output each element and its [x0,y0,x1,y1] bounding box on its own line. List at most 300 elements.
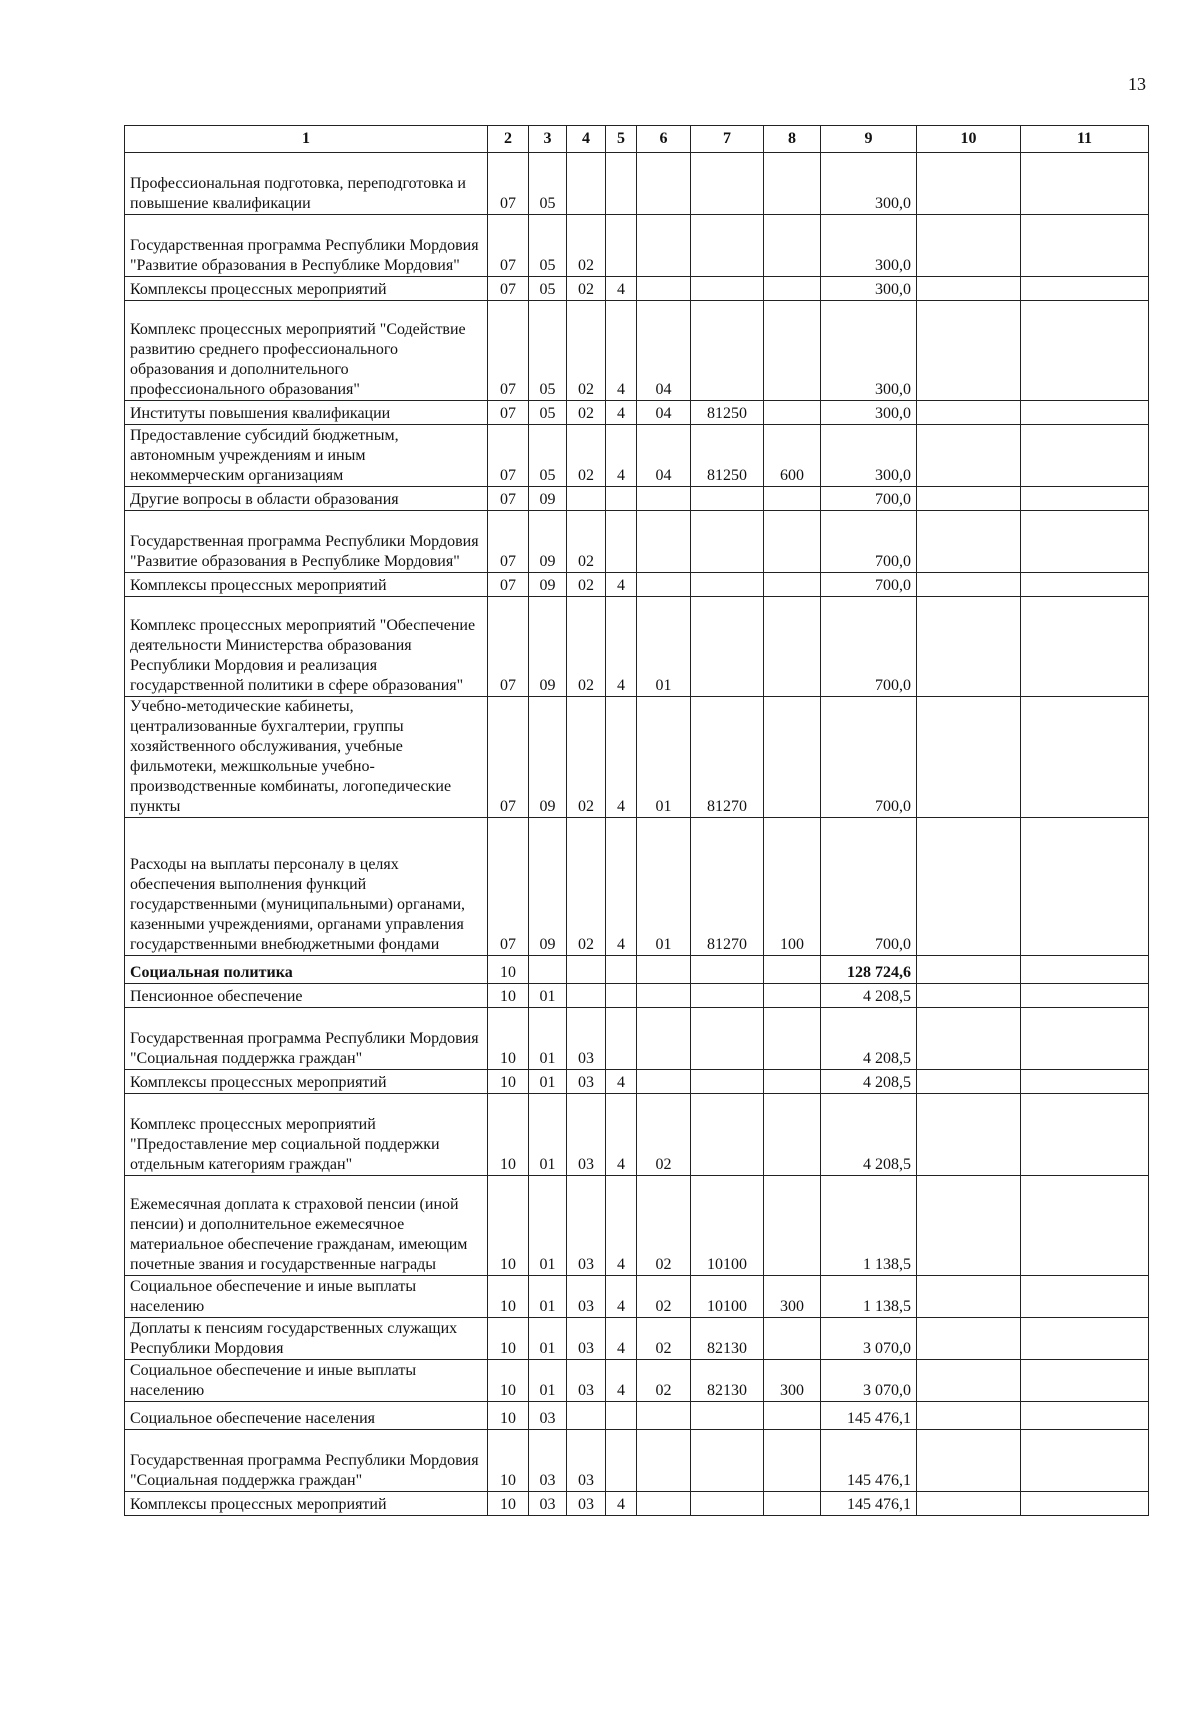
table-row [125,401,1149,425]
row-code-cell-7 [691,1492,764,1516]
table-row [125,487,1149,511]
row-code-cell-10 [917,487,1021,511]
row-code-cell-7: 81270 [691,818,764,956]
budget-table [124,125,1149,1516]
row-code-cell-10 [917,215,1021,277]
row-code-cell-2: 10 [488,1360,529,1402]
table-row [125,425,1149,487]
table-row [125,215,1149,277]
row-code-cell-5: 4 [606,1094,637,1176]
row-code-cell-11 [1021,1402,1149,1430]
row-code-cell-3: 01 [529,1318,567,1360]
row-code-cell-11 [1021,597,1149,697]
row-code-cell-5 [606,956,637,984]
header-row [125,126,1149,153]
row-code-cell-11 [1021,511,1149,573]
row-code-cell-2: 10 [488,1430,529,1492]
row-code-cell-11 [1021,1360,1149,1402]
row-name-cell: Социальная политика [125,956,488,984]
row-code-cell-8 [764,511,821,573]
table-row [125,597,1149,697]
row-code-cell-5 [606,215,637,277]
row-name-cell: Учебно-методические кабинеты, централизованные бухгалтерии, группы хозяйственного обслуживания, учебные фильмотеки, межшкольные учебно-производственные комбинаты, логопедические пункты [125,697,488,818]
row-code-cell-6 [637,984,691,1008]
row-code-cell-6 [637,1070,691,1094]
row-name-cell: Пенсионное обеспечение [125,984,488,1008]
row-code-cell-7 [691,277,764,301]
row-code-cell-7 [691,597,764,697]
row-code-cell-5 [606,1402,637,1430]
row-code-cell-3: 05 [529,153,567,215]
column-header-1: 1 [125,126,488,153]
row-sum-cell: 3 070,0 [821,1360,917,1402]
row-code-cell-7 [691,1402,764,1430]
row-code-cell-6: 04 [637,425,691,487]
row-code-cell-6 [637,215,691,277]
row-code-cell-2: 07 [488,697,529,818]
row-code-cell-2: 07 [488,573,529,597]
row-code-cell-10 [917,597,1021,697]
table-row [125,511,1149,573]
row-code-cell-4: 03 [567,1360,606,1402]
column-header-3: 3 [529,126,567,153]
row-code-cell-10 [917,697,1021,818]
row-code-cell-7: 82130 [691,1360,764,1402]
row-code-cell-3: 09 [529,511,567,573]
row-code-cell-11 [1021,1492,1149,1516]
row-code-cell-3: 05 [529,401,567,425]
row-code-cell-5 [606,1430,637,1492]
row-code-cell-11 [1021,1008,1149,1070]
row-code-cell-8 [764,1070,821,1094]
row-code-cell-6 [637,487,691,511]
row-name-cell: Комплекс процессных мероприятий "Содействие развитию среднего профессионального образования и дополнительного профессионального образования" [125,301,488,401]
row-code-cell-2: 07 [488,153,529,215]
row-name-cell: Комплексы процессных мероприятий [125,573,488,597]
column-header-7: 7 [691,126,764,153]
column-header-5: 5 [606,126,637,153]
row-code-cell-3: 09 [529,697,567,818]
row-code-cell-11 [1021,215,1149,277]
row-sum-cell: 700,0 [821,818,917,956]
row-code-cell-6: 04 [637,401,691,425]
row-name-cell: Комплексы процессных мероприятий [125,277,488,301]
row-code-cell-11 [1021,401,1149,425]
row-code-cell-2: 10 [488,1318,529,1360]
table-row [125,1318,1149,1360]
row-code-cell-6 [637,1492,691,1516]
row-sum-cell: 4 208,5 [821,1008,917,1070]
row-name-cell: Государственная программа Республики Мордовия "Развитие образования в Республике Мордовия" [125,511,488,573]
row-code-cell-4: 02 [567,818,606,956]
row-code-cell-10 [917,1492,1021,1516]
row-code-cell-7: 10100 [691,1176,764,1276]
row-sum-cell: 300,0 [821,401,917,425]
row-code-cell-10 [917,984,1021,1008]
row-name-cell: Доплаты к пенсиям государственных служащих Республики Мордовия [125,1318,488,1360]
row-name-cell: Социальное обеспечение населения [125,1402,488,1430]
row-code-cell-6: 01 [637,818,691,956]
table-row [125,1430,1149,1492]
row-code-cell-11 [1021,573,1149,597]
row-code-cell-4: 03 [567,1008,606,1070]
row-code-cell-11 [1021,301,1149,401]
row-code-cell-10 [917,1430,1021,1492]
row-code-cell-3: 03 [529,1430,567,1492]
row-name-cell: Комплексы процессных мероприятий [125,1492,488,1516]
row-code-cell-11 [1021,697,1149,818]
table-row [125,277,1149,301]
row-sum-cell: 700,0 [821,511,917,573]
row-code-cell-3: 09 [529,487,567,511]
row-sum-cell: 700,0 [821,573,917,597]
row-code-cell-7 [691,487,764,511]
row-name-cell: Комплекс процессных мероприятий "Предоставление мер социальной поддержки отдельным категориям граждан" [125,1094,488,1176]
row-code-cell-7 [691,1070,764,1094]
column-header-9: 9 [821,126,917,153]
table-row [125,301,1149,401]
row-code-cell-10 [917,277,1021,301]
row-sum-cell: 300,0 [821,153,917,215]
row-code-cell-4: 02 [567,597,606,697]
row-code-cell-2: 07 [488,401,529,425]
row-code-cell-3: 01 [529,984,567,1008]
row-code-cell-8 [764,956,821,984]
row-code-cell-8 [764,697,821,818]
table-row [125,956,1149,984]
row-code-cell-8: 600 [764,425,821,487]
row-code-cell-2: 07 [488,215,529,277]
page-number: 13 [1128,74,1146,94]
row-code-cell-10 [917,153,1021,215]
row-code-cell-5: 4 [606,597,637,697]
row-code-cell-7 [691,1430,764,1492]
row-code-cell-8 [764,487,821,511]
row-code-cell-2: 10 [488,1008,529,1070]
row-sum-cell: 145 476,1 [821,1402,917,1430]
row-code-cell-11 [1021,1070,1149,1094]
row-code-cell-6: 02 [637,1176,691,1276]
row-code-cell-11 [1021,818,1149,956]
row-sum-cell: 4 208,5 [821,1094,917,1176]
row-code-cell-3: 05 [529,277,567,301]
row-code-cell-8: 300 [764,1360,821,1402]
row-code-cell-8 [764,1094,821,1176]
row-code-cell-11 [1021,277,1149,301]
row-code-cell-3: 01 [529,1176,567,1276]
row-code-cell-7 [691,1008,764,1070]
row-code-cell-3: 01 [529,1276,567,1318]
row-code-cell-4 [567,1402,606,1430]
row-code-cell-10 [917,573,1021,597]
row-code-cell-2: 07 [488,597,529,697]
row-sum-cell: 4 208,5 [821,984,917,1008]
row-code-cell-10 [917,818,1021,956]
row-code-cell-10 [917,301,1021,401]
row-code-cell-8 [764,1318,821,1360]
row-code-cell-6: 02 [637,1360,691,1402]
row-sum-cell: 700,0 [821,597,917,697]
column-header-4: 4 [567,126,606,153]
row-name-cell: Государственная программа Республики Мордовия "Социальная поддержка граждан" [125,1430,488,1492]
row-code-cell-10 [917,1402,1021,1430]
row-name-cell: Другие вопросы в области образования [125,487,488,511]
row-code-cell-2: 10 [488,1094,529,1176]
row-code-cell-11 [1021,1094,1149,1176]
row-code-cell-11 [1021,1276,1149,1318]
row-code-cell-7 [691,956,764,984]
row-code-cell-10 [917,1070,1021,1094]
row-code-cell-7 [691,215,764,277]
row-code-cell-6 [637,573,691,597]
row-code-cell-4: 02 [567,215,606,277]
row-code-cell-2: 10 [488,984,529,1008]
row-sum-cell: 1 138,5 [821,1176,917,1276]
row-code-cell-6 [637,153,691,215]
row-code-cell-2: 07 [488,425,529,487]
row-code-cell-4 [567,956,606,984]
row-code-cell-6: 02 [637,1276,691,1318]
table-row [125,1276,1149,1318]
row-code-cell-10 [917,425,1021,487]
row-code-cell-2: 07 [488,301,529,401]
row-code-cell-5: 4 [606,1492,637,1516]
row-code-cell-2: 10 [488,1176,529,1276]
row-code-cell-7: 81270 [691,697,764,818]
row-code-cell-8 [764,1492,821,1516]
row-code-cell-3: 05 [529,215,567,277]
row-code-cell-4: 02 [567,425,606,487]
row-code-cell-8: 300 [764,1276,821,1318]
column-header-6: 6 [637,126,691,153]
row-code-cell-8 [764,1402,821,1430]
row-code-cell-3 [529,956,567,984]
row-code-cell-2: 10 [488,1492,529,1516]
row-code-cell-5: 4 [606,1276,637,1318]
row-name-cell: Расходы на выплаты персоналу в целях обеспечения выполнения функций государственными (муниципальными) органами, казенными учреждениями, органами управления государственными внебюджетными фондами [125,818,488,956]
row-code-cell-2: 07 [488,277,529,301]
row-name-cell: Государственная программа Республики Мордовия "Социальная поддержка граждан" [125,1008,488,1070]
row-code-cell-10 [917,1276,1021,1318]
row-code-cell-11 [1021,153,1149,215]
row-code-cell-4 [567,984,606,1008]
row-code-cell-7: 81250 [691,425,764,487]
row-code-cell-4: 03 [567,1318,606,1360]
row-code-cell-3: 05 [529,301,567,401]
row-code-cell-4: 02 [567,573,606,597]
row-code-cell-7: 82130 [691,1318,764,1360]
row-sum-cell: 4 208,5 [821,1070,917,1094]
row-code-cell-10 [917,1008,1021,1070]
row-code-cell-10 [917,511,1021,573]
column-header-8: 8 [764,126,821,153]
row-code-cell-3: 09 [529,818,567,956]
row-code-cell-8 [764,984,821,1008]
row-code-cell-5: 4 [606,818,637,956]
row-sum-cell: 300,0 [821,277,917,301]
row-code-cell-4: 02 [567,301,606,401]
row-code-cell-11 [1021,487,1149,511]
row-code-cell-5: 4 [606,277,637,301]
row-code-cell-8 [764,153,821,215]
row-sum-cell: 128 724,6 [821,956,917,984]
row-code-cell-7 [691,573,764,597]
table-row [125,984,1149,1008]
row-code-cell-11 [1021,1176,1149,1276]
row-sum-cell: 145 476,1 [821,1492,917,1516]
row-code-cell-8 [764,277,821,301]
row-code-cell-2: 10 [488,1276,529,1318]
row-code-cell-8 [764,573,821,597]
row-name-cell: Социальное обеспечение и иные выплаты населению [125,1360,488,1402]
row-code-cell-10 [917,1318,1021,1360]
row-code-cell-7: 81250 [691,401,764,425]
row-code-cell-2: 07 [488,818,529,956]
row-code-cell-4: 03 [567,1492,606,1516]
row-sum-cell: 1 138,5 [821,1276,917,1318]
row-code-cell-2: 10 [488,1070,529,1094]
table-row [125,1360,1149,1402]
row-code-cell-2: 10 [488,956,529,984]
row-code-cell-4: 03 [567,1430,606,1492]
row-sum-cell: 3 070,0 [821,1318,917,1360]
row-sum-cell: 700,0 [821,697,917,818]
row-code-cell-4: 03 [567,1276,606,1318]
row-name-cell: Институты повышения квалификации [125,401,488,425]
row-code-cell-2: 07 [488,511,529,573]
row-code-cell-3: 09 [529,597,567,697]
row-code-cell-7 [691,984,764,1008]
row-code-cell-10 [917,1176,1021,1276]
row-code-cell-4: 03 [567,1094,606,1176]
row-code-cell-5: 4 [606,573,637,597]
row-code-cell-3: 01 [529,1360,567,1402]
row-code-cell-8 [764,1430,821,1492]
table-row [125,573,1149,597]
row-code-cell-7 [691,511,764,573]
table-row [125,153,1149,215]
row-code-cell-5: 4 [606,301,637,401]
row-name-cell: Государственная программа Республики Мордовия "Развитие образования в Республике Мордовия" [125,215,488,277]
row-code-cell-5: 4 [606,1318,637,1360]
row-code-cell-6: 01 [637,697,691,818]
row-code-cell-7: 10100 [691,1276,764,1318]
row-code-cell-10 [917,1094,1021,1176]
row-code-cell-8 [764,1176,821,1276]
row-sum-cell: 145 476,1 [821,1430,917,1492]
row-code-cell-8 [764,1008,821,1070]
row-code-cell-5 [606,153,637,215]
row-code-cell-4: 02 [567,401,606,425]
row-code-cell-3: 01 [529,1070,567,1094]
row-code-cell-5 [606,487,637,511]
row-code-cell-5 [606,984,637,1008]
row-code-cell-4: 03 [567,1176,606,1276]
table-row [125,1176,1149,1276]
table-body [125,153,1149,1516]
row-code-cell-4 [567,153,606,215]
row-code-cell-10 [917,401,1021,425]
row-code-cell-6 [637,1402,691,1430]
row-code-cell-3: 01 [529,1094,567,1176]
row-code-cell-6: 01 [637,597,691,697]
row-code-cell-7 [691,1094,764,1176]
row-code-cell-2: 07 [488,487,529,511]
row-code-cell-11 [1021,956,1149,984]
row-code-cell-10 [917,1360,1021,1402]
row-name-cell: Ежемесячная доплата к страховой пенсии (иной пенсии) и дополнительное ежемесячное материальное обеспечение гражданам, имеющим почетные звания и государственные награды [125,1176,488,1276]
row-code-cell-8 [764,401,821,425]
row-code-cell-6: 02 [637,1318,691,1360]
row-code-cell-11 [1021,1430,1149,1492]
table-row [125,1070,1149,1094]
column-header-11: 11 [1021,126,1149,153]
column-header-2: 2 [488,126,529,153]
table-row [125,818,1149,956]
row-sum-cell: 700,0 [821,487,917,511]
row-code-cell-8 [764,597,821,697]
row-code-cell-5 [606,511,637,573]
row-code-cell-6 [637,1430,691,1492]
row-code-cell-4: 02 [567,697,606,818]
row-code-cell-7 [691,153,764,215]
row-code-cell-6 [637,511,691,573]
row-name-cell: Предоставление субсидий бюджетным, автономным учреждениям и иным некоммерческим организациям [125,425,488,487]
table-row [125,697,1149,818]
row-code-cell-7 [691,301,764,401]
row-code-cell-3: 03 [529,1492,567,1516]
row-code-cell-8 [764,215,821,277]
row-code-cell-3: 03 [529,1402,567,1430]
row-code-cell-4 [567,487,606,511]
row-code-cell-10 [917,956,1021,984]
table-row [125,1402,1149,1430]
row-sum-cell: 300,0 [821,301,917,401]
row-code-cell-11 [1021,425,1149,487]
row-code-cell-11 [1021,984,1149,1008]
row-name-cell: Комплекс процессных мероприятий "Обеспечение деятельности Министерства образования Республики Мордовия и реализация государственной политики в сфере образования" [125,597,488,697]
row-code-cell-6 [637,956,691,984]
row-code-cell-11 [1021,1318,1149,1360]
row-code-cell-5: 4 [606,1176,637,1276]
row-code-cell-8: 100 [764,818,821,956]
row-code-cell-5: 4 [606,401,637,425]
row-code-cell-3: 05 [529,425,567,487]
row-code-cell-2: 10 [488,1402,529,1430]
row-code-cell-5: 4 [606,1360,637,1402]
row-code-cell-4: 02 [567,511,606,573]
row-sum-cell: 300,0 [821,215,917,277]
table-row [125,1094,1149,1176]
row-code-cell-4: 03 [567,1070,606,1094]
row-name-cell: Комплексы процессных мероприятий [125,1070,488,1094]
row-code-cell-5: 4 [606,697,637,818]
row-code-cell-3: 09 [529,573,567,597]
table-row [125,1492,1149,1516]
row-code-cell-5: 4 [606,425,637,487]
row-code-cell-6 [637,277,691,301]
column-header-10: 10 [917,126,1021,153]
row-code-cell-5: 4 [606,1070,637,1094]
row-name-cell: Профессиональная подготовка, переподготовка и повышение квалификации [125,153,488,215]
row-code-cell-5 [606,1008,637,1070]
row-code-cell-3: 01 [529,1008,567,1070]
row-name-cell: Социальное обеспечение и иные выплаты населению [125,1276,488,1318]
table-row [125,1008,1149,1070]
row-code-cell-6: 04 [637,301,691,401]
row-code-cell-6 [637,1008,691,1070]
row-code-cell-8 [764,301,821,401]
